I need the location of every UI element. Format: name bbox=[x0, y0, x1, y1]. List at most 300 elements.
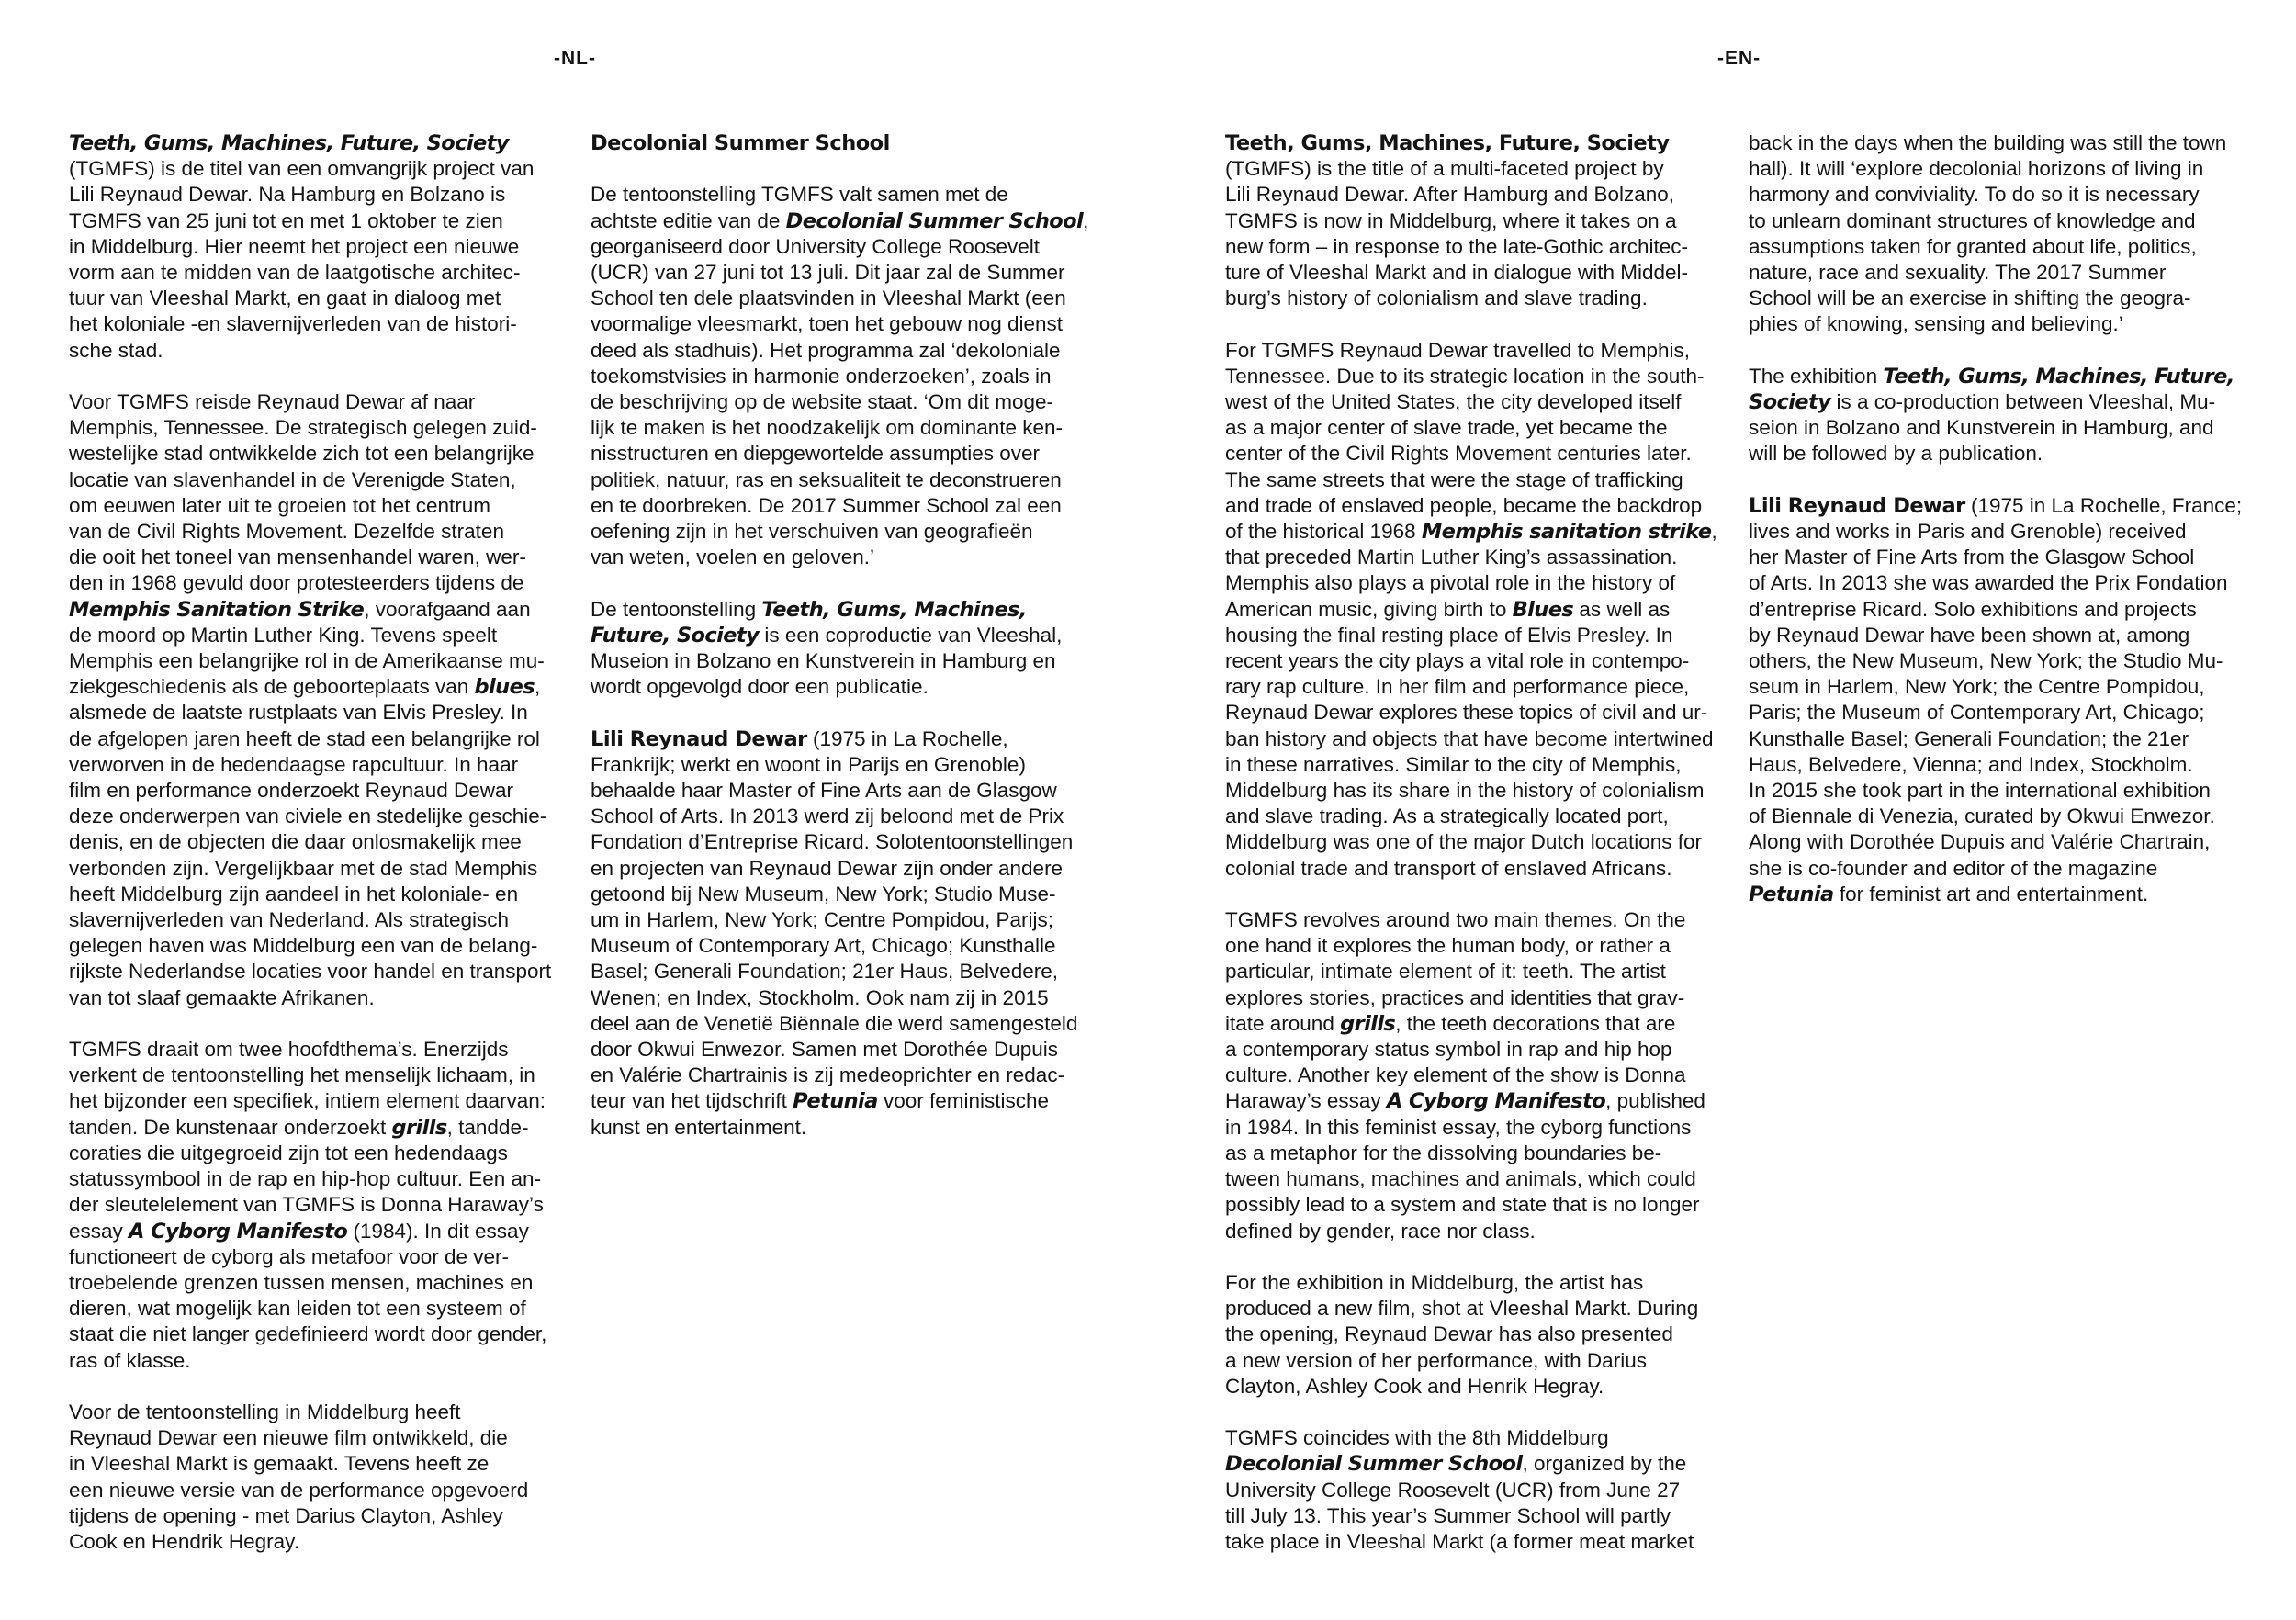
text-run: nature, race and sexuality. The 2017 Summer bbox=[1749, 261, 2167, 285]
text-run: en te doorbreken. De 2017 Summer School zal een bbox=[591, 493, 1062, 517]
emphasis-run: Memphis sanitation strike bbox=[1421, 520, 1712, 545]
text-line bbox=[1225, 467, 1717, 493]
text-run: (1984). In dit essay bbox=[347, 1219, 529, 1243]
text-line bbox=[69, 1244, 551, 1270]
text-run: center of the Civil Rights Movement centuries later. bbox=[1225, 442, 1692, 466]
text-run: Clayton, Ashley Cook and Henrik Hegray. bbox=[1225, 1374, 1604, 1398]
text-run: , the teeth decorations that are bbox=[1395, 1011, 1676, 1035]
text-run: , tandde- bbox=[446, 1115, 529, 1139]
text-line bbox=[1225, 829, 1717, 855]
text-run: Memphis een belangrijke rol in de Amerikaanse mu- bbox=[69, 649, 545, 673]
en-column-1 bbox=[1225, 130, 1717, 1581]
heading-run: Lili Reynaud Dewar bbox=[591, 726, 807, 751]
text-line bbox=[1749, 286, 2242, 311]
text-run: teur van het tijdschrift bbox=[591, 1089, 793, 1113]
emphasis-run: A Cyborg Manifesto bbox=[1386, 1089, 1606, 1114]
emphasis-run: Decolonial Summer School bbox=[785, 208, 1084, 233]
text-run: van weten, voelen en geloven.’ bbox=[591, 546, 874, 569]
text-line bbox=[1749, 597, 2242, 623]
text-run: Middelburg was one of the major Dutch locations for bbox=[1225, 830, 1703, 854]
text-run: one hand it explores the human body, or rather a bbox=[1225, 934, 1671, 958]
text-run: Reynaud Dewar een nieuwe film ontwikkeld, die bbox=[69, 1426, 508, 1450]
text-line bbox=[1749, 441, 2242, 467]
text-run: politiek, natuur, ras en seksualiteit te deconstrueren bbox=[591, 467, 1062, 491]
paragraph bbox=[591, 726, 1088, 1141]
text-run: till July 13. This year’s Summer School will partly bbox=[1225, 1503, 1671, 1527]
text-run: alsmede de laatste rustplaats van Elvis Presley. In bbox=[69, 701, 528, 725]
text-line bbox=[69, 1478, 551, 1503]
text-line bbox=[69, 130, 551, 156]
nl-column-2 bbox=[591, 130, 1088, 1166]
text-run: nisstructuren en diepgewortelde assumpties over bbox=[591, 442, 1041, 466]
text-run: Reynaud Dewar explores these topics of civil and ur- bbox=[1225, 701, 1708, 725]
emphasis-run: grills bbox=[1340, 1011, 1396, 1036]
text-line bbox=[1749, 234, 2242, 260]
text-line bbox=[591, 959, 1088, 984]
text-run: getoond bij New Museum, New York; Studio Muse- bbox=[591, 882, 1056, 906]
text-run: De tentoonstelling bbox=[591, 597, 762, 621]
text-run: of the historical 1968 bbox=[1225, 520, 1422, 544]
text-line bbox=[591, 208, 1088, 234]
en-column-2 bbox=[1749, 130, 2242, 933]
text-line bbox=[1749, 648, 2242, 674]
text-run: Kunsthalle Basel; Generali Foundation; the 21er bbox=[1749, 726, 2189, 750]
text-line bbox=[69, 752, 551, 778]
text-line bbox=[69, 856, 551, 882]
text-line bbox=[69, 882, 551, 907]
emphasis-run: Teeth, Gums, Machines, Future, Society bbox=[69, 131, 509, 155]
text-run: verkent de tentoonstelling het menselijk lichaam, in bbox=[69, 1063, 535, 1087]
text-line bbox=[1225, 1451, 1717, 1477]
text-line bbox=[69, 570, 551, 596]
text-run: as a major center of slave trade, yet became the bbox=[1225, 416, 1668, 440]
text-run: De tentoonstelling TGMFS valt samen met de bbox=[591, 183, 1008, 207]
text-line bbox=[69, 1451, 551, 1477]
text-line bbox=[69, 260, 551, 286]
text-run: Basel; Generali Foundation; 21er Haus, Belvedere, bbox=[591, 960, 1059, 984]
text-run: recent years the city plays a vital role in contempo- bbox=[1225, 649, 1690, 673]
text-run: by Reynaud Dewar have been shown at, among bbox=[1749, 623, 2190, 647]
text-line bbox=[591, 260, 1088, 286]
text-run: deel aan de Venetië Biënnale die werd samengesteld bbox=[591, 1011, 1078, 1035]
text-line bbox=[69, 208, 551, 234]
text-line bbox=[1749, 545, 2242, 570]
text-run: deze onderwerpen van civiele en stedelijke geschie- bbox=[69, 804, 547, 828]
text-line bbox=[591, 648, 1088, 674]
text-run: new form – in response to the late-Gothic architec- bbox=[1225, 234, 1688, 258]
text-run: gelegen haven was Middelburg een van de belang- bbox=[69, 934, 538, 958]
paragraph bbox=[591, 130, 1088, 156]
text-line bbox=[1225, 570, 1717, 596]
text-run: seum in Harlem, New York; the Centre Pompidou, bbox=[1749, 675, 2205, 699]
paragraph bbox=[1225, 130, 1717, 311]
text-line bbox=[1225, 260, 1717, 286]
text-line bbox=[69, 1529, 551, 1555]
text-run: produced a new film, shot at Vleeshal Markt. During bbox=[1225, 1297, 1699, 1321]
text-run: of Arts. In 2013 she was awarded the Prix Fondation bbox=[1749, 571, 2228, 595]
text-line bbox=[69, 674, 551, 700]
text-line bbox=[69, 1088, 551, 1114]
emphasis-run: Future, Society bbox=[591, 623, 760, 647]
text-run: , organized by the bbox=[1522, 1452, 1687, 1476]
text-line bbox=[591, 467, 1088, 493]
text-run: In 2015 she took part in the international exhibition bbox=[1749, 779, 2211, 803]
text-line bbox=[1225, 778, 1717, 804]
text-line bbox=[1225, 1088, 1717, 1114]
text-run: take place in Vleeshal Markt (a former meat market bbox=[1225, 1529, 1694, 1553]
text-line bbox=[69, 1425, 551, 1451]
text-run: tanden. De kunstenaar onderzoekt bbox=[69, 1115, 392, 1139]
emphasis-run: Blues bbox=[1512, 597, 1574, 622]
text-run: Voor de tentoonstelling in Middelburg heeft bbox=[69, 1400, 461, 1423]
emphasis-run: Decolonial Summer School bbox=[1225, 1452, 1523, 1477]
text-line bbox=[591, 415, 1088, 441]
text-run: The exhibition bbox=[1749, 364, 1884, 388]
text-line bbox=[1225, 441, 1717, 467]
paragraph bbox=[591, 597, 1088, 701]
text-run: in Vleeshal Markt is gemaakt. Tevens heeft ze bbox=[69, 1452, 490, 1476]
paragraph bbox=[1749, 493, 2242, 907]
text-run: west of the United States, the city developed itself bbox=[1225, 390, 1682, 414]
text-run: heeft Middelburg zijn aandeel in het koloniale- en bbox=[69, 882, 519, 906]
text-run: and trade of enslaved people, became the backdrop bbox=[1225, 493, 1703, 517]
text-line bbox=[1749, 182, 2242, 208]
text-line bbox=[1225, 1115, 1717, 1141]
text-line bbox=[1225, 623, 1717, 648]
text-run: as a metaphor for the dissolving boundaries be- bbox=[1225, 1141, 1662, 1164]
text-line bbox=[1749, 389, 2242, 415]
text-line bbox=[1225, 208, 1717, 234]
text-line bbox=[1749, 570, 2242, 596]
text-line bbox=[69, 467, 551, 493]
text-line bbox=[1225, 933, 1717, 959]
text-run: van de Civil Rights Movement. Dezelfde straten bbox=[69, 520, 504, 544]
text-line bbox=[1225, 1348, 1717, 1374]
text-line bbox=[591, 1037, 1088, 1063]
text-run: en projecten van Reynaud Dewar zijn onder andere bbox=[591, 856, 1064, 880]
text-line bbox=[69, 1166, 551, 1192]
text-run: het koloniale -en slavernijverleden van de histori- bbox=[69, 312, 517, 336]
text-run: as well as bbox=[1573, 597, 1671, 621]
paragraph bbox=[1225, 907, 1717, 1244]
text-run: essay bbox=[69, 1219, 129, 1243]
emphasis-run: Petunia bbox=[1749, 882, 1834, 906]
text-run: verbonden zijn. Vergelijkbaar met de stad Memphis bbox=[69, 856, 538, 880]
text-run: hall). It will ‘explore decolonial horizons of living in bbox=[1749, 157, 2204, 181]
text-run: oefening zijn in het verschuiven van geografieën bbox=[591, 520, 1033, 544]
text-run: ziekgeschiedenis als de geboorteplaats van bbox=[69, 675, 475, 699]
text-line bbox=[591, 804, 1088, 829]
text-line bbox=[69, 234, 551, 260]
text-line bbox=[591, 933, 1088, 959]
text-run: for feminist art and entertainment. bbox=[1833, 882, 2149, 906]
text-line bbox=[1225, 597, 1717, 623]
text-line bbox=[591, 1063, 1088, 1088]
text-run: denis, en de objecten die daar onlosmakelijk mee bbox=[69, 830, 522, 854]
text-run: a new version of her performance, with Darius bbox=[1225, 1348, 1647, 1372]
text-line bbox=[1225, 700, 1717, 726]
text-line bbox=[1225, 286, 1717, 311]
text-line bbox=[69, 182, 551, 208]
text-line bbox=[1749, 700, 2242, 726]
text-run: assumptions taken for granted about life, politics, bbox=[1749, 234, 2197, 258]
text-line bbox=[1749, 130, 2242, 156]
text-line bbox=[69, 726, 551, 752]
text-run: ban history and objects that have become intertwined bbox=[1225, 726, 1714, 750]
text-run: om eeuwen later uit te groeien tot het centrum bbox=[69, 493, 491, 517]
text-run: and slave trading. As a strategically located port, bbox=[1225, 804, 1669, 828]
text-run: Tennessee. Due to its strategic location in the south- bbox=[1225, 364, 1705, 388]
text-line bbox=[1225, 130, 1717, 156]
text-line bbox=[69, 493, 551, 519]
text-run: Haraway’s essay bbox=[1225, 1089, 1387, 1113]
text-run: (UCR) van 27 juni tot 13 juli. Dit jaar zal de Summer bbox=[591, 261, 1065, 284]
text-run: , bbox=[1711, 520, 1717, 544]
text-line bbox=[69, 829, 551, 855]
text-run: back in the days when the building was still the town bbox=[1749, 131, 2227, 154]
text-run: de afgelopen jaren heeft de stad een belangrijke rol bbox=[69, 726, 540, 750]
text-run: Wenen; en Index, Stockholm. Ook nam zij in 2015 bbox=[591, 985, 1049, 1009]
text-run: de beschrijving op de website staat. ‘Om dit moge- bbox=[591, 390, 1053, 414]
text-run: kunst en entertainment. bbox=[591, 1115, 807, 1139]
text-run: particular, intimate element of it: teeth. The artist bbox=[1225, 960, 1666, 984]
nl-column-1 bbox=[69, 130, 551, 1581]
text-run: colonial trade and transport of enslaved Africans. bbox=[1225, 856, 1672, 880]
text-run: Museion in Bolzano en Kunstverein in Hamburg en bbox=[591, 649, 1056, 673]
text-run: troebelende grenzen tussen mensen, machines en bbox=[69, 1270, 534, 1294]
text-run: die ooit het toneel van mensenhandel waren, wer- bbox=[69, 546, 526, 569]
paragraph bbox=[69, 130, 551, 364]
text-run: sche stad. bbox=[69, 338, 163, 362]
text-line bbox=[69, 1296, 551, 1322]
text-run: culture. Another key element of the show is Donna bbox=[1225, 1063, 1686, 1087]
text-line bbox=[69, 519, 551, 545]
text-run: of Biennale di Venezia, curated by Okwui Enwezor. bbox=[1749, 804, 2215, 828]
text-line bbox=[591, 519, 1088, 545]
text-line bbox=[1225, 648, 1717, 674]
text-run: is een coproductie van Vleeshal, bbox=[759, 623, 1063, 647]
text-run: behaalde haar Master of Fine Arts aan de Glasgow bbox=[591, 779, 1057, 803]
text-run: het bijzonder een specifiek, intiem element daarvan: bbox=[69, 1089, 546, 1113]
text-run: slavernijverleden van Nederland. Als strategisch bbox=[69, 908, 510, 932]
heading-run: Teeth, Gums, Machines, Future, Society bbox=[1225, 131, 1670, 155]
text-line bbox=[1225, 985, 1717, 1011]
text-run: Lili Reynaud Dewar. After Hamburg and Bolzano, bbox=[1225, 183, 1675, 207]
text-line bbox=[1225, 1166, 1717, 1192]
text-run: coraties die uitgegroeid zijn tot een hedendaags bbox=[69, 1141, 508, 1164]
text-line bbox=[1225, 726, 1717, 752]
paragraph bbox=[591, 182, 1088, 570]
text-run: film en performance onderzoekt Reynaud Dewar bbox=[69, 779, 513, 803]
text-line bbox=[69, 1322, 551, 1347]
text-run: tween humans, machines and animals, which could bbox=[1225, 1167, 1696, 1191]
text-run: American music, giving birth to bbox=[1225, 597, 1513, 621]
text-line bbox=[1225, 493, 1717, 519]
text-line bbox=[591, 856, 1088, 882]
text-line bbox=[591, 726, 1088, 752]
text-line bbox=[69, 338, 551, 364]
text-run: Paris; the Museum of Contemporary Art, Chicago; bbox=[1749, 701, 2205, 725]
text-run: to unlearn dominant structures of knowledge and bbox=[1749, 208, 2196, 232]
text-run: Voor TGMFS reisde Reynaud Dewar af naar bbox=[69, 390, 476, 414]
text-line bbox=[1225, 1478, 1717, 1503]
emphasis-run: A Cyborg Manifesto bbox=[129, 1219, 348, 1243]
text-line bbox=[69, 1141, 551, 1166]
heading-run: Decolonial Summer School bbox=[591, 131, 890, 155]
text-line bbox=[591, 338, 1088, 364]
text-line bbox=[69, 907, 551, 933]
text-line bbox=[1225, 1503, 1717, 1529]
text-run: TGMFS van 25 juni tot en met 1 oktober te zien bbox=[69, 208, 503, 232]
text-line bbox=[591, 907, 1088, 933]
text-line bbox=[1225, 1529, 1717, 1555]
text-run: TGMFS coincides with the 8th Middelburg bbox=[1225, 1426, 1609, 1450]
text-run: Along with Dorothée Dupuis and Valérie Chartrain, bbox=[1749, 830, 2211, 854]
text-run: University College Roosevelt (UCR) from June 27 bbox=[1225, 1478, 1681, 1502]
text-run: dieren, wat mogelijk kan leiden tot een systeem of bbox=[69, 1297, 526, 1321]
text-line bbox=[591, 286, 1088, 311]
text-line bbox=[1749, 493, 2242, 519]
text-line bbox=[591, 364, 1088, 389]
text-line bbox=[1225, 1192, 1717, 1218]
text-run: , bbox=[1083, 208, 1089, 232]
paragraph bbox=[69, 1037, 551, 1374]
text-run: in 1984. In this feminist essay, the cyborg functions bbox=[1225, 1115, 1692, 1139]
text-line bbox=[1749, 752, 2242, 778]
emphasis-run: grills bbox=[391, 1115, 447, 1140]
emphasis-run: Teeth, Gums, Machines, Future, bbox=[1883, 364, 2234, 388]
text-line bbox=[69, 1503, 551, 1529]
text-line bbox=[69, 1400, 551, 1425]
text-run: toekomstvisies in harmonie onderzoeken’, zoals in bbox=[591, 364, 1052, 388]
text-run: School of Arts. In 2013 werd zij beloond met de Prix bbox=[591, 804, 1064, 828]
text-run: tijdens de opening - met Darius Clayton, Ashley bbox=[69, 1503, 503, 1527]
text-line bbox=[591, 545, 1088, 570]
text-line bbox=[1225, 1322, 1717, 1347]
text-line bbox=[1225, 907, 1717, 933]
text-run: For TGMFS Reynaud Dewar travelled to Memphis, bbox=[1225, 338, 1691, 362]
text-run: itate around bbox=[1225, 1011, 1341, 1035]
emphasis-run: Teeth, Gums, Machines, bbox=[761, 597, 1027, 622]
text-line bbox=[69, 156, 551, 182]
text-run: ras of klasse. bbox=[69, 1348, 191, 1372]
page-label-nl: -NL- bbox=[554, 48, 596, 69]
text-run: , published bbox=[1605, 1089, 1705, 1113]
text-run: der sleutelelement van TGMFS is Donna Haraway’s bbox=[69, 1193, 544, 1217]
text-run: locatie van slavenhandel in de Verenigde Staten, bbox=[69, 467, 516, 491]
emphasis-run: Society bbox=[1749, 390, 1831, 415]
text-run: achtste editie van de bbox=[591, 208, 786, 232]
text-run: in these narratives. Similar to the city of Memphis, bbox=[1225, 752, 1682, 776]
text-line bbox=[1225, 364, 1717, 389]
text-line bbox=[591, 234, 1088, 260]
text-run: deed als stadhuis). Het programma zal ‘dekoloniale bbox=[591, 338, 1061, 362]
text-line bbox=[591, 985, 1088, 1011]
text-line bbox=[1749, 882, 2242, 907]
text-line bbox=[69, 985, 551, 1011]
text-run: phies of knowing, sensing and believing.’ bbox=[1749, 312, 2123, 336]
text-line bbox=[1225, 389, 1717, 415]
text-line bbox=[1749, 519, 2242, 545]
text-run: voormalige vleesmarkt, toen het gebouw nog dienst bbox=[591, 312, 1064, 336]
text-line bbox=[1225, 338, 1717, 364]
text-line bbox=[69, 1115, 551, 1141]
text-run: Haus, Belvedere, Vienna; and Index, Stockholm. bbox=[1749, 752, 2193, 776]
text-line bbox=[1225, 1011, 1717, 1037]
emphasis-run: Memphis Sanitation Strike bbox=[69, 597, 365, 622]
text-run: , bbox=[535, 675, 541, 699]
text-run: (TGMFS) is de titel van een omvangrijk project van bbox=[69, 157, 535, 181]
text-run: defined by gender, race nor class. bbox=[1225, 1219, 1536, 1243]
text-line bbox=[69, 1192, 551, 1218]
text-line bbox=[69, 623, 551, 648]
text-run: Frankrijk; werkt en woont in Parijs en Grenoble) bbox=[591, 752, 1026, 776]
text-run: is a co-production between Vleeshal, Mu- bbox=[1830, 390, 2216, 414]
text-line bbox=[1225, 1296, 1717, 1322]
text-run: Memphis, Tennessee. De strategisch gelegen zuid- bbox=[69, 416, 537, 440]
text-run: en Valérie Chartrainis is zij medeoprichter en redac- bbox=[591, 1063, 1065, 1087]
paragraph bbox=[1225, 1425, 1717, 1555]
text-line bbox=[1749, 260, 2242, 286]
text-run: ture of Vleeshal Markt and in dialogue with Middel- bbox=[1225, 261, 1689, 285]
text-line bbox=[591, 1088, 1088, 1114]
text-line bbox=[69, 389, 551, 415]
text-run: School ten dele plaatsvinden in Vleeshal Markt (een bbox=[591, 287, 1066, 310]
text-line bbox=[591, 130, 1088, 156]
text-run: her Master of Fine Arts from the Glasgow School bbox=[1749, 546, 2195, 569]
text-run: een nieuwe versie van de performance opgevoerd bbox=[69, 1478, 529, 1502]
text-run: the opening, Reynaud Dewar has also presented bbox=[1225, 1322, 1673, 1346]
text-run: Lili Reynaud Dewar. Na Hamburg en Bolzano is bbox=[69, 183, 506, 207]
text-line bbox=[1749, 156, 2242, 182]
text-line bbox=[1749, 674, 2242, 700]
text-line bbox=[1749, 726, 2242, 752]
text-run: functioneert de cyborg als metafoor voor de ver- bbox=[69, 1244, 509, 1268]
text-run: den in 1968 gevuld door protesteerders tijdens de bbox=[69, 571, 524, 595]
text-line bbox=[1749, 778, 2242, 804]
text-line bbox=[591, 493, 1088, 519]
text-line bbox=[69, 415, 551, 441]
text-line bbox=[1749, 208, 2242, 234]
text-line bbox=[69, 1348, 551, 1374]
text-run: housing the final resting place of Elvis Presley. In bbox=[1225, 623, 1673, 647]
text-line bbox=[591, 182, 1088, 208]
text-line bbox=[591, 674, 1088, 700]
text-line bbox=[1749, 311, 2242, 337]
text-line bbox=[591, 441, 1088, 467]
text-run: lijk te maken is het noodzakelijk om dominante ken- bbox=[591, 416, 1064, 440]
text-line bbox=[69, 778, 551, 804]
text-line bbox=[1225, 415, 1717, 441]
text-run: burg’s history of colonialism and slave trading. bbox=[1225, 287, 1648, 310]
text-line bbox=[591, 829, 1088, 855]
text-run: um in Harlem, New York; Centre Pompidou, Parijs; bbox=[591, 908, 1053, 932]
paragraph bbox=[69, 1400, 551, 1555]
text-run: Middelburg has its share in the history of colonialism bbox=[1225, 779, 1705, 803]
text-run: verworven in de hedendaagse rapcultuur. In haar bbox=[69, 752, 519, 776]
text-run: voor feministische bbox=[877, 1089, 1050, 1113]
text-run: that preceded Martin Luther King’s assassination. bbox=[1225, 546, 1678, 569]
text-line bbox=[69, 804, 551, 829]
text-line bbox=[591, 882, 1088, 907]
text-line bbox=[69, 311, 551, 337]
text-line bbox=[1225, 156, 1717, 182]
text-run: rijkste Nederlandse locaties voor handel en transport bbox=[69, 960, 552, 984]
text-run: d’entreprise Ricard. Solo exhibitions and projects bbox=[1749, 597, 2197, 621]
text-run: will be followed by a publication. bbox=[1749, 442, 2043, 466]
text-line bbox=[1225, 182, 1717, 208]
text-run: westelijke stad ontwikkelde zich tot een belangrijke bbox=[69, 442, 535, 466]
